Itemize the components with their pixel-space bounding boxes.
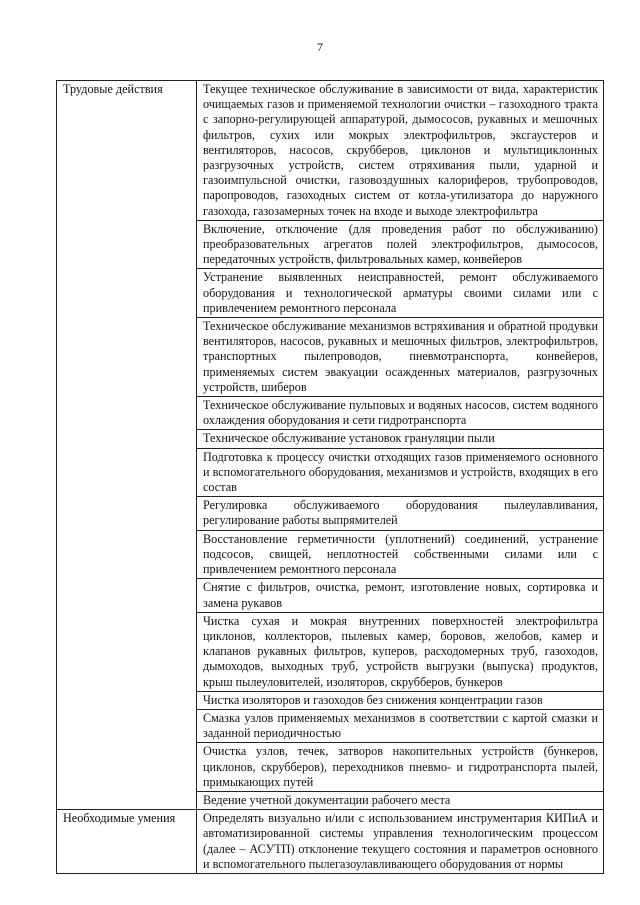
page-number: 7 bbox=[317, 40, 323, 54]
section-label-labor-actions: Трудовые действия bbox=[57, 81, 197, 810]
competency-table bbox=[56, 80, 604, 874]
table-row bbox=[57, 81, 604, 221]
labor-action-item: Чистка сухая и мокрая внутренних поверхностей электрофильтра циклонов, коллекторов, пылевых камер, боровов, желобов, камер и клапанов рукавных фильтров, куперов, расходомерных труб, газоходов, дымоходов, выходных труб, устройств выгрузки (выпуска) продуктов, крыш пылеуловителей, изоляторов, скрубберов, бункеров bbox=[197, 612, 604, 691]
labor-action-item: Ведение учетной документации рабочего места bbox=[197, 791, 604, 809]
labor-action-item: Текущее техническое обслуживание в зависимости от вида, характеристик очищаемых газов и применяемой технологии очистки – газоходного тракта с запорно-регулирующей аппаратурой, дымососов, рукавных и мешочных фильтров, сухих или мокрых электрофильтров, эксгаустеров и вентиляторов, насосов, скрубберов, циклонов и мультициклонных разгрузочных устройств, систем отряхивания пыли, ударной и газоимпульсной очистки, газовоздушных калориферов, трубопроводов, паропроводов, газоходных систем от котла-утилизатора до наружного газохода, газозамерных точек на входе и выходе электрофильтра bbox=[197, 81, 604, 221]
labor-action-item: Восстановление герметичности (уплотнений) соединений, устранение подсосов, свищей, неплотностей собственными силами или с привлечением ремонтного персонала bbox=[197, 530, 604, 579]
labor-action-item: Очистка узлов, течек, затворов накопительных устройств (бункеров, циклонов, скрубберов), переходников пневмо- и гидротранспорта пылей, примыкающих путей bbox=[197, 743, 604, 792]
labor-action-item: Устранение выявленных неисправностей, ремонт обслуживаемого оборудования и технологической арматуры своими силами или с привлечением ремонтного персонала bbox=[197, 269, 604, 318]
labor-action-item: Регулировка обслуживаемого оборудования пылеулавливания, регулирование работы выпрямителей bbox=[197, 497, 604, 530]
required-skill-item: Определять визуально и/или с использованием инструментария КИПиА и автоматизированной системы управления технологическим процессом (далее – АСУТП) отклонение текущего состояния и параметров основного и вспомогательного пылегазоулавливающего оборудования от нормы bbox=[197, 810, 604, 874]
labor-action-item: Техническое обслуживание механизмов встряхивания и обратной продувки вентиляторов, насосов, рукавных и мешочных фильтров, электрофильтров, транспортных пылепроводов, пневмотранспорта, конвейеров, применяемых систем эвакуации осажденных материалов, разгрузочных устройств, шиберов bbox=[197, 318, 604, 397]
labor-action-item: Смазка узлов применяемых механизмов в соответствии с картой смазки и заданной периодичностью bbox=[197, 709, 604, 742]
labor-action-item: Чистка изоляторов и газоходов без снижения концентрации газов bbox=[197, 691, 604, 709]
labor-action-item: Подготовка к процессу очистки отходящих газов применяемого основного и вспомогательного оборудования, механизмов и устройств, входящих в его состав bbox=[197, 448, 604, 497]
section-label-required-skills: Необходимые умения bbox=[57, 810, 197, 874]
labor-action-item: Техническое обслуживание пульповых и водяных насосов, систем водяного охлаждения оборудования и сети гидротранспорта bbox=[197, 397, 604, 430]
labor-action-item: Техническое обслуживание установок грануляции пыли bbox=[197, 430, 604, 448]
labor-action-item: Снятие с фильтров, очистка, ремонт, изготовление новых, сортировка и замена рукавов bbox=[197, 579, 604, 612]
labor-action-item: Включение, отключение (для проведения работ по обслуживанию) преобразовательных агрегатов полей электрофильтров, дымососов, передаточных устройств, фильтровальных камер, конвейеров bbox=[197, 220, 604, 269]
table-row bbox=[57, 810, 604, 874]
